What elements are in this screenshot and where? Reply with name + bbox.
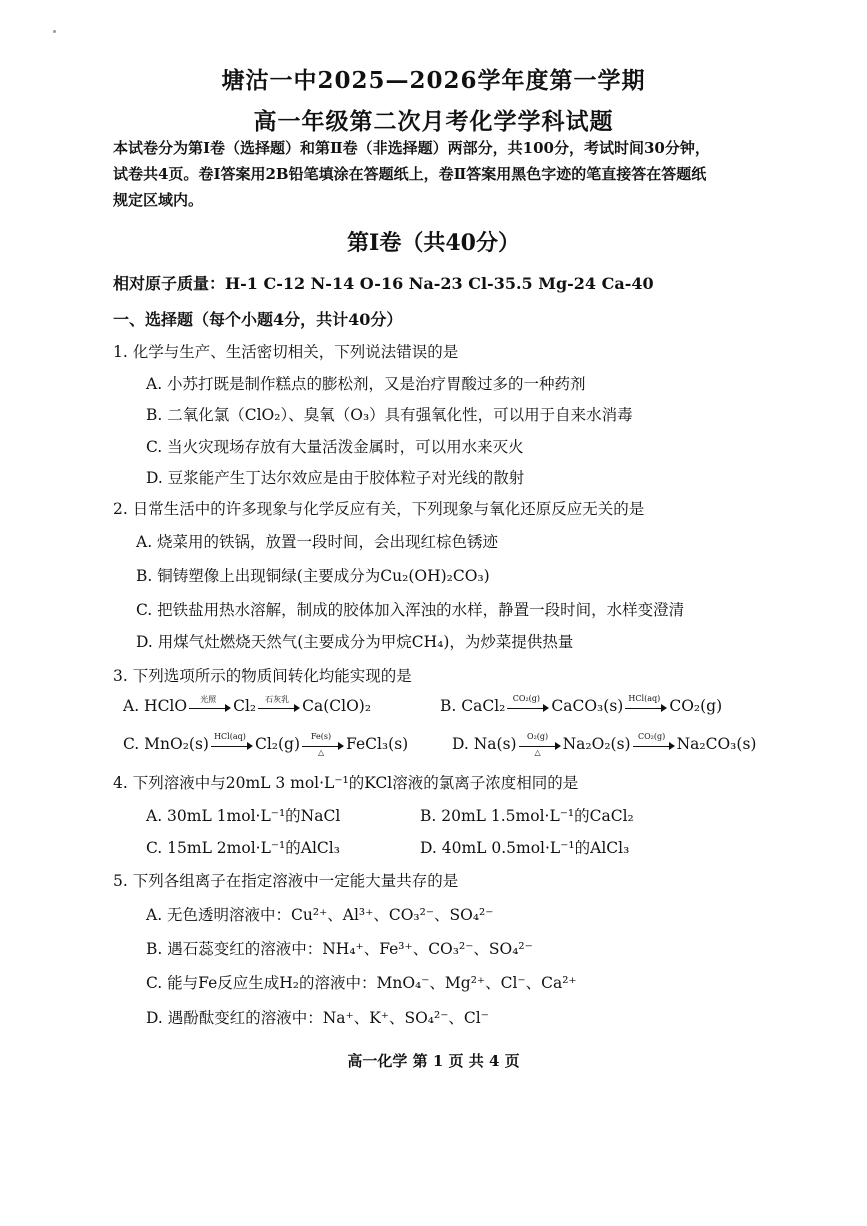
option-c-mid: Cl₂(g) [254, 735, 301, 753]
heat-symbol: △ [317, 748, 325, 757]
question-2-option-c: C. 把铁盐用热水溶解，制成的胶体加入浑浊的水样，静置一段时间，水样变澄清 [136, 601, 685, 619]
question-3-option-d [452, 732, 757, 757]
reaction-arrow [507, 694, 549, 714]
intro-line-1: 本试卷分为第Ⅰ卷（选择题）和第Ⅱ卷（非选择题）两部分，共100分，考试时间30分钟， [113, 139, 710, 157]
option-d-start: D. Na(s) [452, 735, 517, 753]
reaction-arrow [633, 732, 675, 752]
arrow-condition: HCl(aq) [214, 732, 246, 741]
question-1-option-d: D. 豆浆能产生丁达尔效应是由于胶体粒子对光线的散射 [146, 469, 525, 487]
option-a-end: Ca(ClO)₂ [302, 697, 372, 715]
question-3-option-c [123, 732, 409, 757]
question-5-option-b: B. 遇石蕊变红的溶液中：NH₄⁺、Fe³⁺、CO₃²⁻、SO₄²⁻ [146, 940, 533, 958]
question-3-option-b [440, 694, 723, 715]
question-4-option-c: C. 15mL 2mol·L⁻¹的AlCl₃ [146, 839, 340, 857]
question-1-stem: 1. 化学与生产、生活密切相关，下列说法错误的是 [113, 343, 459, 361]
question-2-option-a: A. 烧菜用的铁锅，放置一段时间，会出现红棕色锈迹 [136, 533, 499, 551]
part-heading: 一、选择题（每个小题4分，共计40分） [113, 310, 403, 329]
question-3-stem: 3. 下列选项所示的物质间转化均能实现的是 [113, 667, 412, 685]
intro-line-3: 规定区域内。 [113, 191, 204, 209]
reaction-arrow [258, 695, 300, 714]
question-1-option-c: C. 当火灾现场存放有大量活泼金属时，可以用水来灭火 [146, 438, 524, 456]
arrow-condition: Fe(s) [310, 732, 332, 741]
reaction-arrow [211, 732, 253, 752]
arrow-condition: O₂(g) [527, 732, 549, 741]
heat-symbol: △ [534, 748, 541, 757]
option-b-mid: CaCO₃(s) [551, 697, 624, 715]
option-d-end: Na₂CO₃(s) [676, 735, 757, 753]
question-5-option-d: D. 遇酚酞变红的溶液中：Na⁺、K⁺、SO₄²⁻、Cl⁻ [146, 1009, 489, 1027]
page-footer: 高一化学 第 1 页 共 4 页 [347, 1052, 520, 1070]
exam-subtitle: 高一年级第二次月考化学学科试题 [253, 108, 614, 135]
exam-title: 塘沽一中2025—2026学年度第一学期 [221, 67, 646, 94]
question-1-option-a: A. 小苏打既是制作糕点的膨松剂，又是治疗胃酸过多的一种药剂 [146, 375, 586, 393]
question-5-option-a: A. 无色透明溶液中：Cu²⁺、Al³⁺、CO₃²⁻、SO₄²⁻ [146, 906, 494, 924]
atomic-masses: 相对原子质量：H-1 C-12 N-14 O-16 Na-23 Cl-35.5 Mg-24 Ca-40 [113, 274, 654, 293]
reaction-arrow [189, 695, 231, 714]
question-4-option-d: D. 40mL 0.5mol·L⁻¹的AlCl₃ [420, 839, 630, 857]
section-title: 第Ⅰ卷（共40分） [347, 230, 520, 256]
arrow-condition: CO₂(g) [512, 694, 541, 703]
question-4-stem: 4. 下列溶液中与20mL 3 mol·L⁻¹的KCl溶液的氯离子浓度相同的是 [113, 774, 579, 792]
option-b-end: CO₂(g) [669, 697, 723, 715]
option-c-start: C. MnO₂(s) [123, 735, 209, 753]
arrow-condition: 石灰乳 [265, 695, 290, 704]
question-2-option-b: B. 铜铸塑像上出现铜绿(主要成分为Cu₂(OH)₂CO₃) [136, 567, 490, 585]
question-5-stem: 5. 下列各组离子在指定溶液中一定能大量共存的是 [113, 872, 459, 890]
arrow-condition: HCl(aq) [628, 694, 661, 703]
intro-line-2: 试卷共4页。卷Ⅰ答案用2B铅笔填涂在答题纸上，卷Ⅱ答案用黑色字迹的笔直接答在答题纸 [113, 165, 707, 183]
question-5-option-c: C. 能与Fe反应生成H₂的溶液中：MnO₄⁻、Mg²⁺、Cl⁻、Ca²⁺ [146, 974, 577, 992]
question-2-stem: 2. 日常生活中的许多现象与化学反应有关，下列现象与氧化还原反应无关的是 [113, 500, 645, 518]
arrow-condition: 光照 [200, 695, 217, 704]
reaction-arrow [302, 732, 344, 757]
reaction-arrow [519, 732, 561, 757]
reaction-arrow [625, 694, 667, 714]
question-3-option-a [123, 697, 371, 715]
question-2-option-d: D. 用煤气灶燃烧天然气(主要成分为甲烷CH₄)，为炒菜提供热量 [136, 633, 574, 651]
option-d-mid: Na₂O₂(s) [562, 735, 631, 753]
option-c-end: FeCl₃(s) [346, 735, 409, 753]
option-a-mid: Cl₂ [233, 697, 257, 715]
question-1-option-b: B. 二氧化氯（ClO₂）、臭氧（O₃）具有强氧化性，可以用于自来水消毒 [146, 406, 633, 424]
question-4-option-b: B. 20mL 1.5mol·L⁻¹的CaCl₂ [420, 807, 634, 825]
option-a-start: A. HClO [123, 697, 188, 715]
option-b-start: B. CaCl₂ [440, 697, 506, 715]
question-4-option-a: A. 30mL 1mol·L⁻¹的NaCl [146, 807, 341, 825]
arrow-condition: CO₂(g) [637, 732, 666, 741]
scan-speck [53, 30, 56, 33]
